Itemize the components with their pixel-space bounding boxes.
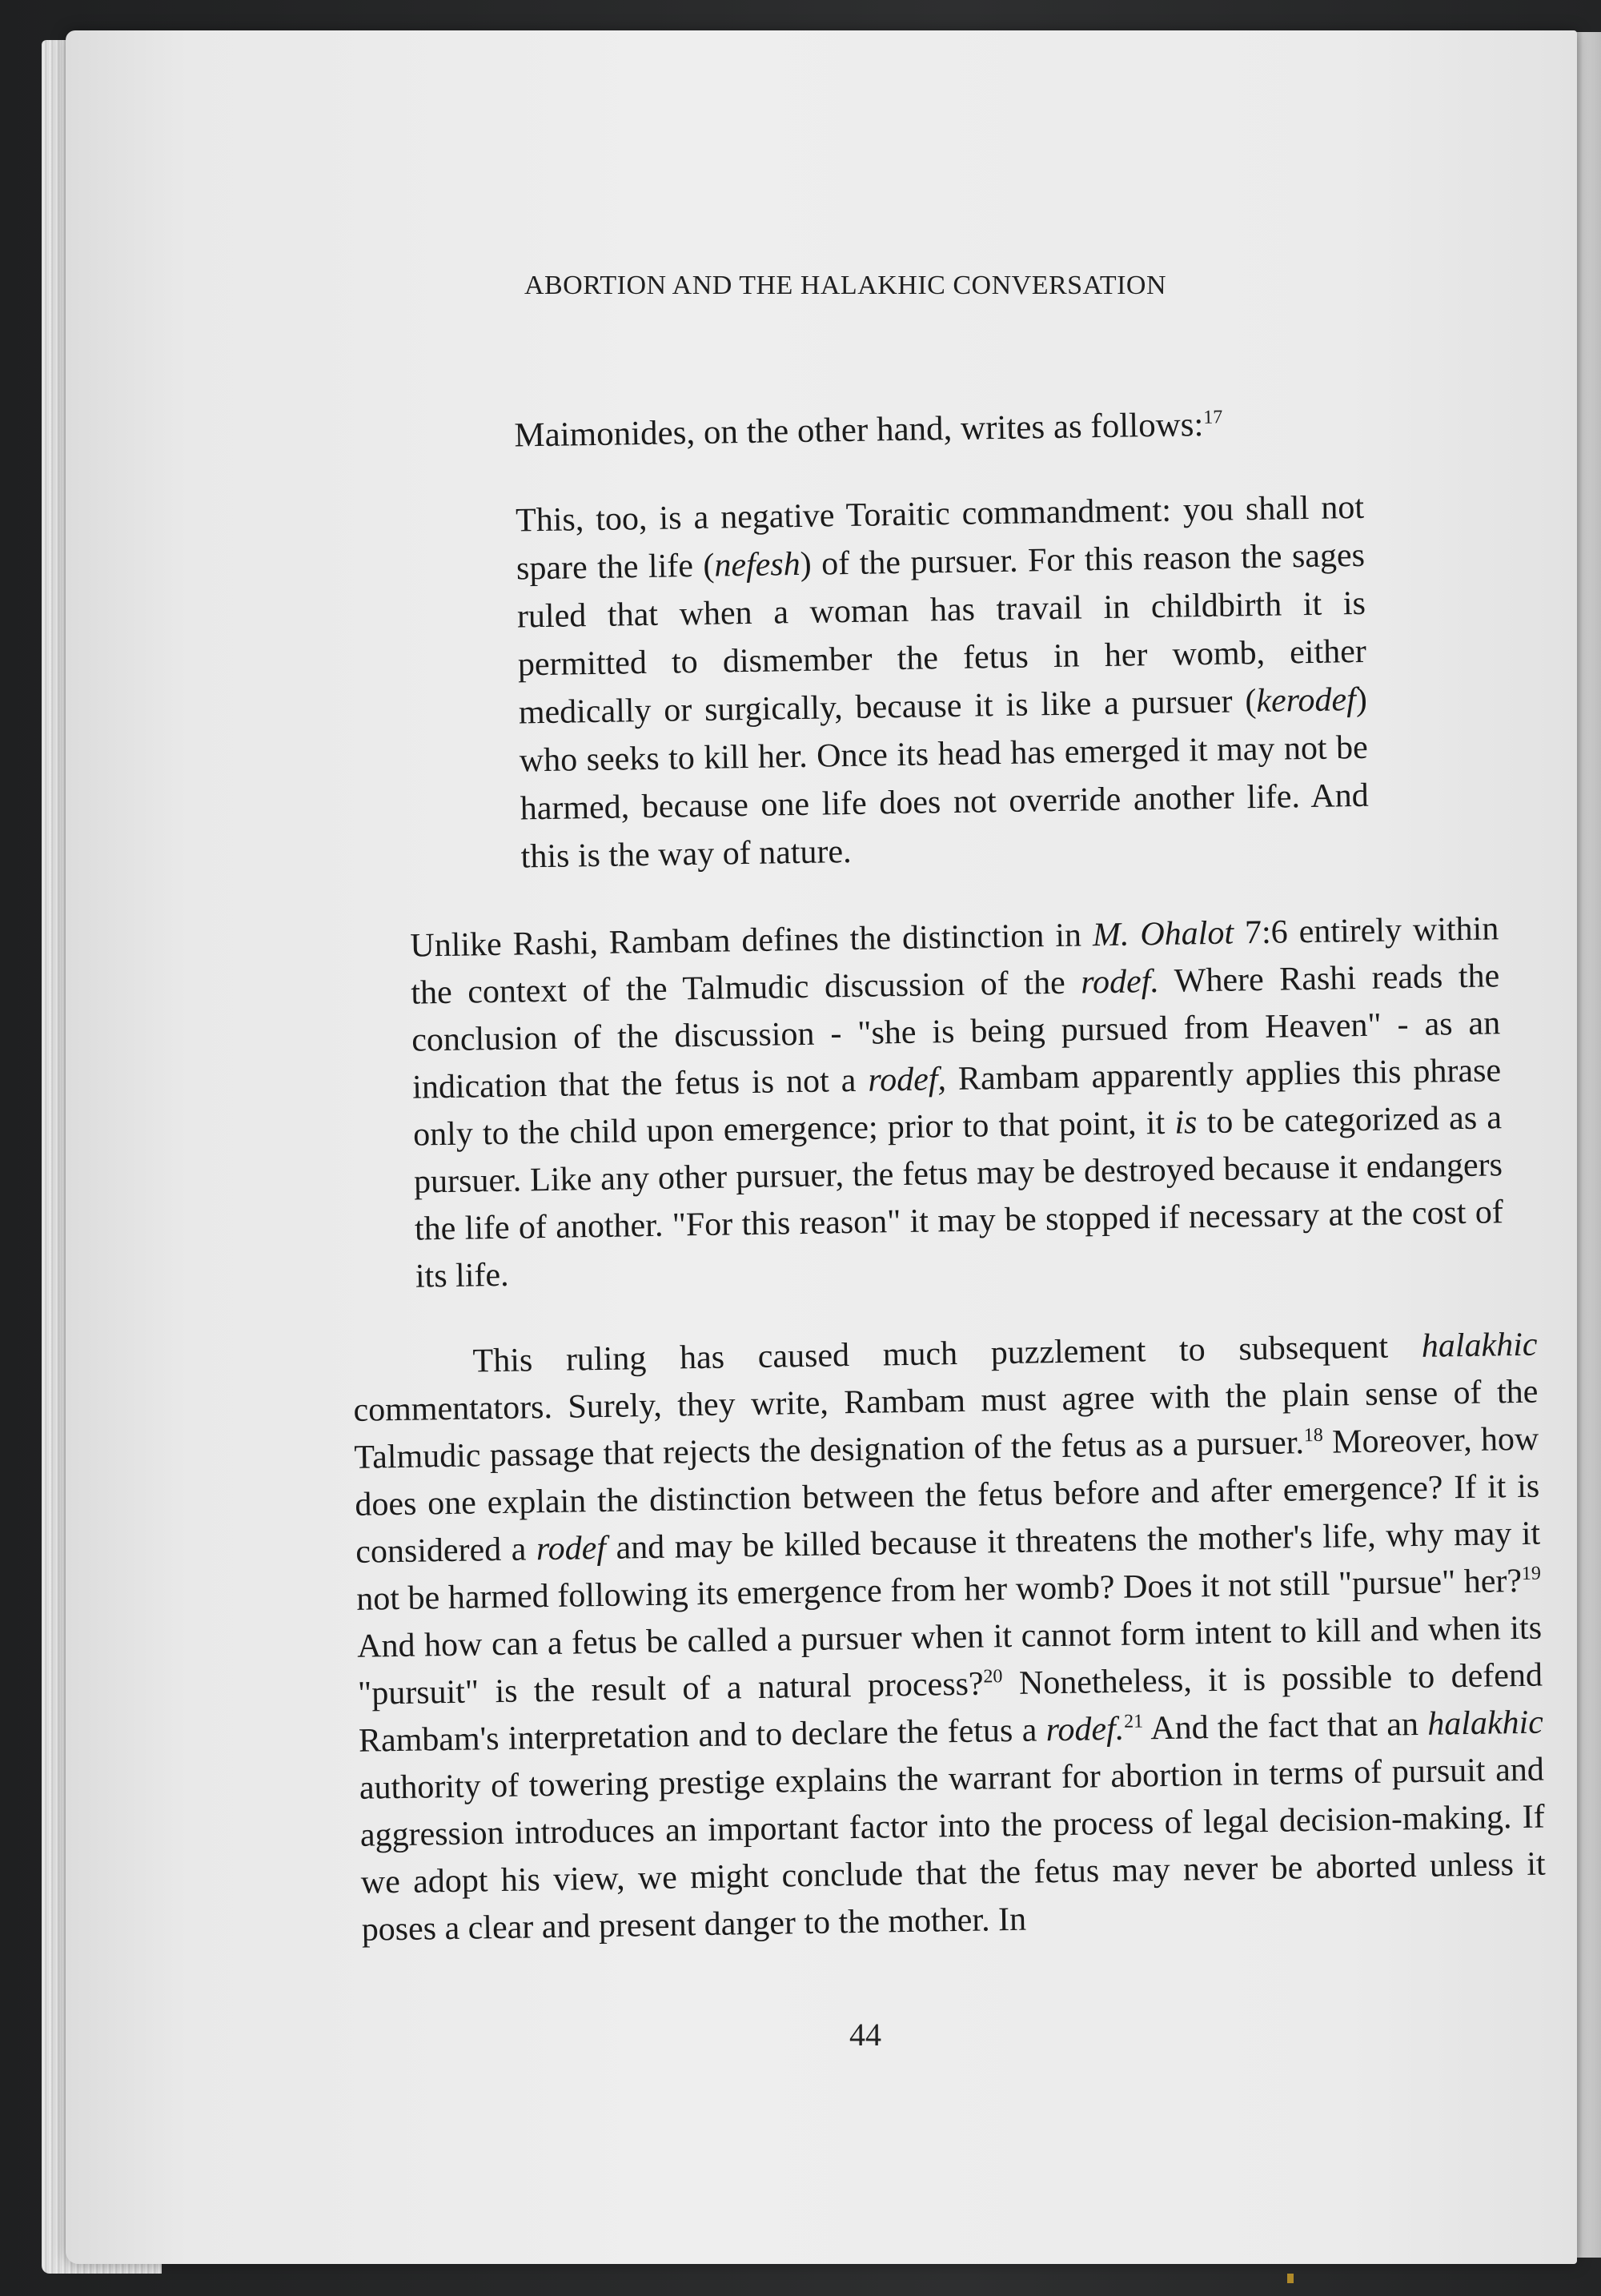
para1-text-1: Unlike Rashi, Rambam defines the distinction in: [410, 917, 1093, 965]
quote-text-3: ) who seeks to kill her. Once its head has emerged it may not be harmed, because one life does not override another life. And this is the way of nature.: [519, 680, 1369, 876]
quote-text-1: This, too, is a negative Toraitic commandment: you shall not spare the life (: [515, 488, 1365, 588]
intro-line: [514, 396, 1523, 460]
footnote-ref-20: 20: [983, 1666, 1003, 1688]
block-quote: [516, 484, 1370, 881]
term-halakhic: halakhic: [1426, 1704, 1544, 1743]
table-speck: [1287, 2274, 1294, 2283]
para2-text-2: commentators. Surely, they write, Rambam must agree with the plain sense of the Talmudic passage that rejects the designation of the fetus as a pursuer.: [353, 1373, 1539, 1476]
footnote-ref-18: 18: [1303, 1424, 1323, 1447]
para1-text-4: Rambam apparently applies this phrase only to the child upon emergence; prior to that point, it: [412, 1052, 1502, 1154]
para2-text-3: Moreover, how does one explain the distinction between the fetus before and after emergence? If it is considered a: [355, 1420, 1540, 1571]
book-page: [66, 30, 1577, 2264]
footnote-ref-21: 21: [1123, 1711, 1144, 1732]
intro-text: Maimonides, on the other hand, writes as follows:: [514, 406, 1204, 455]
para1-text-3: Where Rashi reads the conclusion of the discussion - "she is being pursued from Heaven" - as an indication that the fetus is not a: [411, 957, 1501, 1106]
para2-text-1: This ruling has caused much puzzlement to subsequent: [472, 1327, 1422, 1380]
quote-text-2: ) of the pursuer. For this reason the sages ruled that when a woman has travail in childbirth it is permitted to dismember the fetus in her womb, either medically or surgically, because it is like a pursuer (: [516, 536, 1367, 732]
para2-text-6: Nonetheless, it is possible to defend Rambam's interpretation and to declare the fetus a: [358, 1656, 1543, 1760]
footnote-ref-17: 17: [1203, 407, 1223, 428]
term-rodef: rodef: [536, 1529, 607, 1568]
paragraph-unlike-rashi: [410, 905, 1504, 1300]
para2-text-4: and may be killed because it threatens the mother's life, why may it not be harmed following its emergence from her womb? Does it not still "pursue" her?: [355, 1515, 1541, 1618]
para1-text-2: 7:6 entirely within the context of the Talmudic discussion of the: [411, 910, 1499, 1012]
page-body: [338, 396, 1547, 1993]
emphasis-is: is: [1174, 1104, 1198, 1142]
term-halakhic: halakhic: [1421, 1326, 1538, 1365]
para2-text-5: And how can a fetus be called a pursuer when it cannot form intent to kill and when its "pursuit" is the result of a natural process?: [356, 1609, 1543, 1712]
para2-text-8: authority of towering prestige explains the warrant for abortion in terms of pursuit and aggression introduces an important factor into the process of legal decision-making. If we adopt his view, we might conclude that the fetus may never be aborted unless it poses a clear and present danger to the mother. In: [359, 1751, 1546, 1949]
term-nefesh: nefesh: [714, 545, 801, 584]
term-rodef: rodef.: [1045, 1710, 1125, 1749]
term-rodef: rodef,: [868, 1061, 947, 1099]
page-number: 44: [849, 2017, 881, 2053]
footnote-ref-19: 19: [1521, 1563, 1542, 1584]
running-head: ABORTION AND THE HALAKHIC CONVERSATION: [524, 271, 1167, 300]
term-kerodef: kerodef: [1256, 681, 1357, 721]
term-m-ohalot: M. Ohalot: [1092, 914, 1234, 954]
term-rodef: rodef.: [1080, 962, 1160, 1001]
paragraph-this-ruling: [352, 1322, 1547, 1954]
para1-text-5: to be categorized as a pursuer. Like any other pursuer, the fetus may be destroyed because it endangers the life of another. "For this reason" it may be stopped if necessary at the cost of its life.: [413, 1099, 1504, 1295]
para2-text-7: And the fact that an: [1142, 1705, 1428, 1748]
